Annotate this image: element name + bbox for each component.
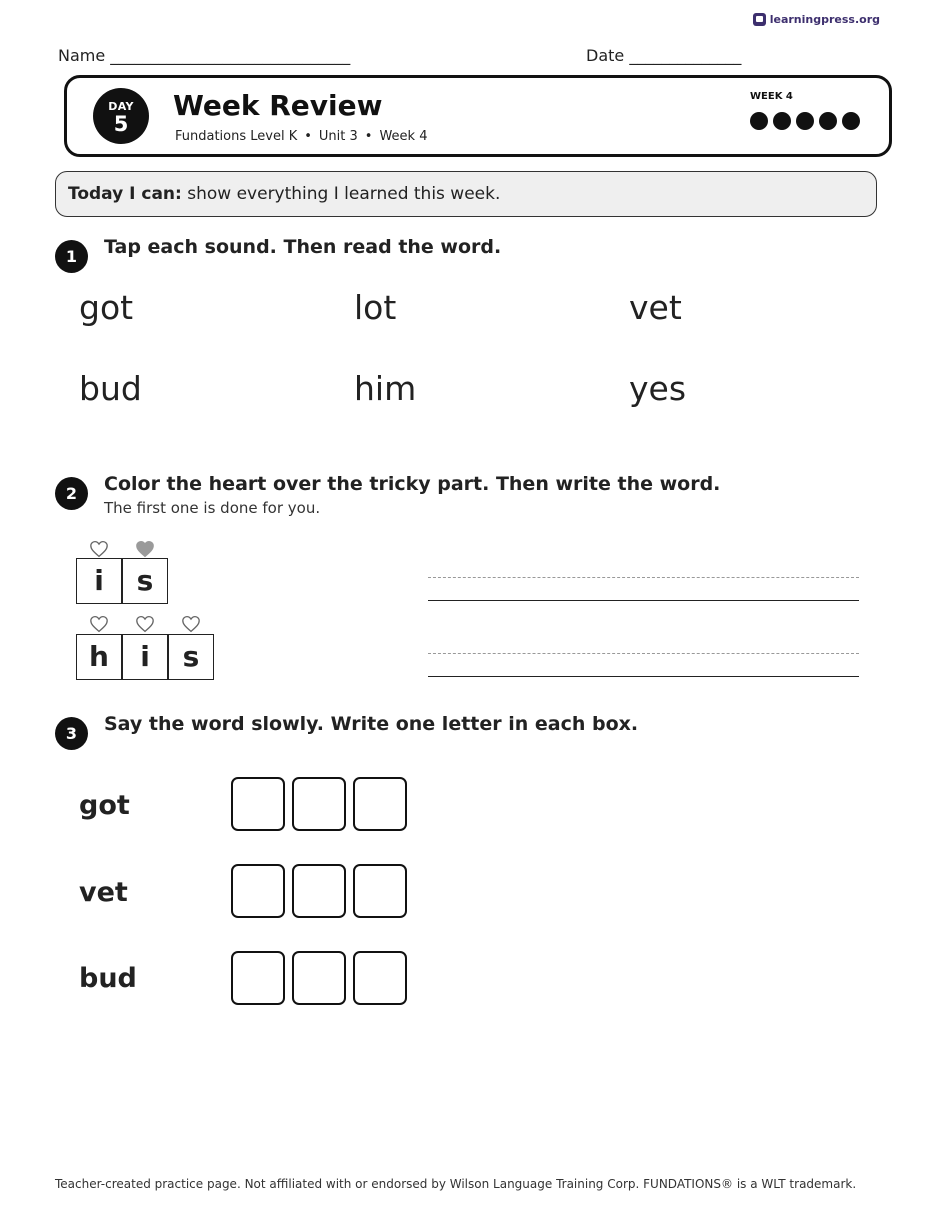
heart-outline-icon[interactable] xyxy=(181,615,201,633)
heart-outline-icon[interactable] xyxy=(89,615,109,633)
progress-dot xyxy=(750,112,768,130)
letter-entry-box[interactable] xyxy=(231,777,285,831)
letter-box: i xyxy=(122,634,168,680)
section-number: 3 xyxy=(55,717,88,750)
section-number: 1 xyxy=(55,240,88,273)
letter-entry-box[interactable] xyxy=(353,777,407,831)
progress-dot xyxy=(819,112,837,130)
section-title: Tap each sound. Then read the word. xyxy=(104,236,502,258)
letter-entry-box[interactable] xyxy=(231,864,285,918)
week-label: WEEK 4 xyxy=(750,91,793,102)
goal-lead: Today I can: xyxy=(68,184,182,204)
brand-name: learningpress.org xyxy=(769,13,880,26)
letter-entry-box[interactable] xyxy=(292,864,346,918)
read-word: bud xyxy=(79,369,142,408)
spell-word: bud xyxy=(79,963,137,994)
progress-dot xyxy=(773,112,791,130)
letter-box: h xyxy=(76,634,122,680)
footer-note: Teacher-created practice page. Not affiliated with or endorsed by Wilson Language Training Corp. FUNDATIONS® is a WLT trademark. xyxy=(55,1177,857,1191)
letter-entry-box[interactable] xyxy=(231,951,285,1005)
page-title: Week Review xyxy=(173,89,383,122)
day-label: DAY xyxy=(108,100,134,113)
letter-box: i xyxy=(76,558,122,604)
section-subtitle: The first one is done for you. xyxy=(104,499,321,517)
separator: • xyxy=(364,129,373,144)
read-word: him xyxy=(354,369,417,408)
read-word: got xyxy=(79,288,134,327)
book-icon xyxy=(753,13,766,26)
level-text: Fundations Level K xyxy=(175,129,298,144)
letter-entry-box[interactable] xyxy=(353,951,407,1005)
letter-entry-box[interactable] xyxy=(292,951,346,1005)
spell-word: vet xyxy=(79,877,128,908)
learning-goal xyxy=(55,171,877,217)
brand-logo xyxy=(753,13,880,26)
writing-line[interactable] xyxy=(428,600,859,601)
progress-dot xyxy=(842,112,860,130)
heart-outline-icon[interactable] xyxy=(89,540,109,558)
section-title: Color the heart over the tricky part. Then write the word. xyxy=(104,473,721,495)
day-badge xyxy=(93,88,149,144)
section-title: Say the word slowly. Write one letter in each box. xyxy=(104,713,639,735)
spell-word: got xyxy=(79,790,130,821)
separator: • xyxy=(304,129,312,144)
heart-outline-icon[interactable] xyxy=(135,615,155,633)
letter-box: s xyxy=(122,558,168,604)
writing-midline xyxy=(428,653,859,654)
header-card xyxy=(64,75,892,157)
week-text: Week 4 xyxy=(379,129,428,144)
date-field: Date ______________ xyxy=(586,46,742,65)
writing-midline xyxy=(428,577,859,578)
read-word: vet xyxy=(629,288,682,327)
progress-dots xyxy=(750,112,860,130)
letter-box: s xyxy=(168,634,214,680)
writing-line[interactable] xyxy=(428,676,859,677)
heart-filled-icon[interactable] xyxy=(135,540,155,558)
letter-entry-box[interactable] xyxy=(292,777,346,831)
read-word: lot xyxy=(354,288,397,327)
day-number: 5 xyxy=(113,112,129,136)
goal-text: show everything I learned this week. xyxy=(187,184,501,204)
progress-dot xyxy=(796,112,814,130)
page-subtitle xyxy=(175,129,428,144)
letter-entry-box[interactable] xyxy=(353,864,407,918)
unit-text: Unit 3 xyxy=(318,129,358,144)
name-field: Name ______________________________ xyxy=(58,46,351,65)
section-number: 2 xyxy=(55,477,88,510)
read-word: yes xyxy=(629,369,687,408)
